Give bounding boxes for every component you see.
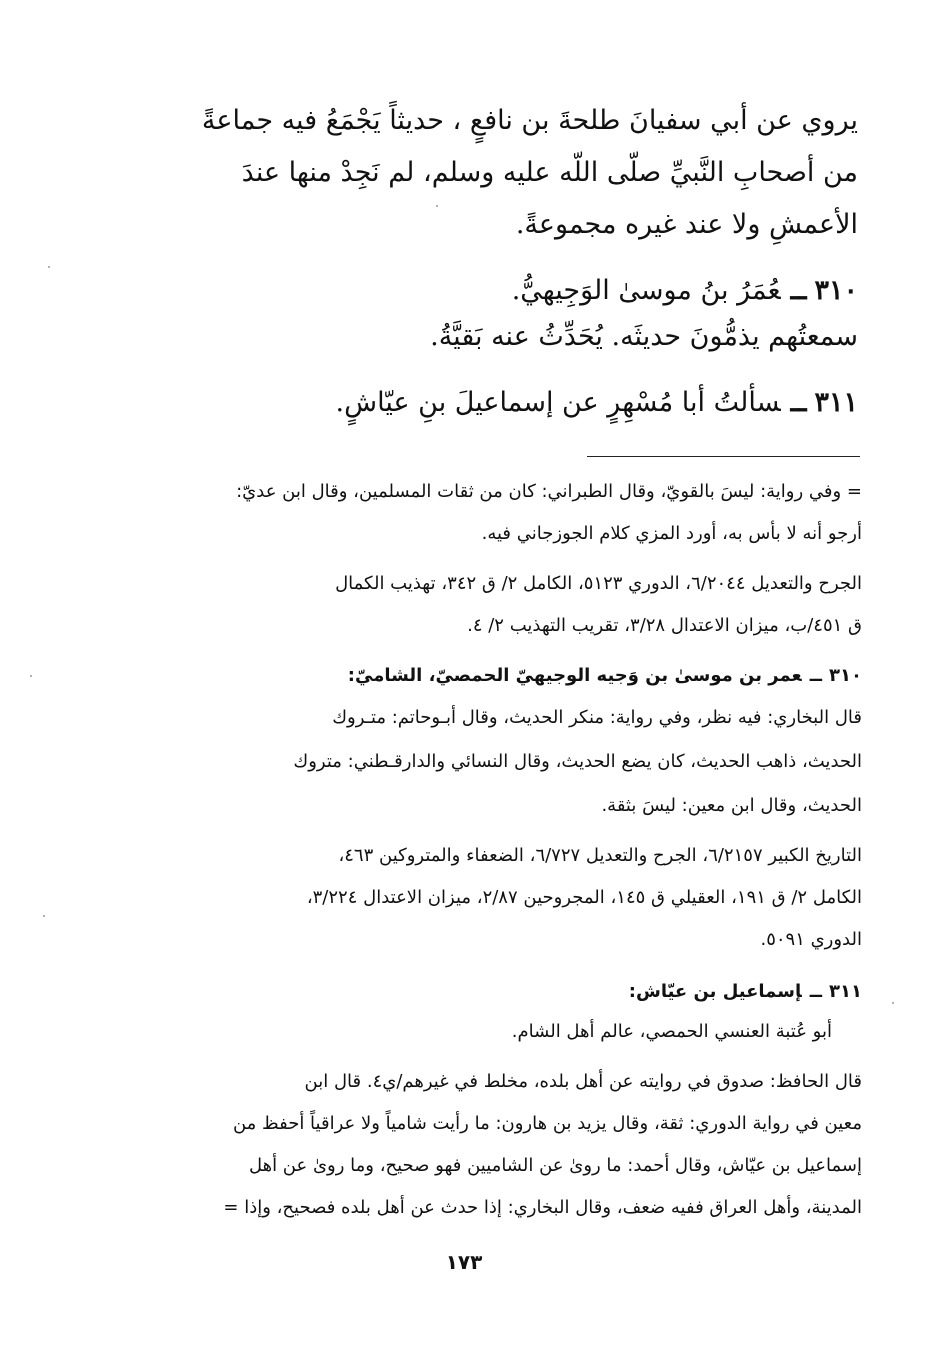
footnotes-block	[152, 476, 862, 1236]
footnote-310-references-line: التاريخ الكبير ٦/٢١٥٧، الجرح والتعديل ٦/٧٢٧، الضعفاء والمتروكين ٤٦٣،	[338, 845, 862, 866]
entry-310-number: ٣١٠	[814, 275, 858, 306]
footnote-310-references-line: الدوري ٥٠٩١.	[760, 929, 862, 950]
entry-310-text: سمعتُهم يذمُّونَ حديثَه. يُحَدِّثُ عنه بَقيَّةُ.	[430, 321, 858, 352]
footnote-310-number: ٣١٠	[829, 665, 862, 686]
footnote-continuation-line: = وفي رواية: ليسَ بالقويّ، وقال الطبراني: كان من ثقات المسلمين، وقال ابن عديّ:	[236, 481, 862, 502]
entry-311-dash: ــ	[790, 387, 807, 418]
footnote-references-line: ق ٤٥١/ب، ميزان الاعتدال ٣/٢٨، تقريب التهذيب ٢/ ٤.	[467, 615, 862, 636]
footnote-311-heading	[629, 976, 862, 1008]
footnote-310-line: الحديث، ذاهب الحديث، كان يضع الحديث، وقال النسائي والدارقـطني: متروك	[293, 751, 862, 772]
footnote-311-line: إسماعيل بن عيّاش، وقال أحمد: ما روىٰ عن الشاميين فهو صحيح، وما روىٰ عن أهل	[248, 1155, 862, 1176]
main-paragraph-line: الأعمشِ ولا عند غيره مجموعةً.	[515, 209, 858, 240]
footnote-311-number: ٣١١	[829, 981, 862, 1002]
footnote-divider	[587, 456, 860, 457]
footnote-311-line: معين في رواية الدوري: ثقة، وقال يزيد بن هارون: ما رأيت شامياً ولا عراقياً أحفظ من	[232, 1113, 862, 1134]
footnote-310-dash: ــ	[809, 665, 823, 686]
scan-speck	[48, 266, 50, 268]
entry-311-heading	[336, 378, 858, 427]
entry-311-title: سألتُ أبا مُسْهِرٍ عن إسماعيلَ بنِ عيّاشٍ.	[335, 387, 781, 418]
footnote-311-line: قال الحافظ: صدوق في روايته عن أهل بلده، مخلط في غيرهم/ي٤. قال ابن	[304, 1071, 862, 1092]
footnote-311-line: المدينة، وأهل العراق ففيه ضعف، وقال البخاري: إذا حدث عن أهل بلده فصحيح، وإذا =	[223, 1197, 862, 1218]
footnote-310-title: عمر بن موسىٰ بن وَجيه الوجيهيّ الحمصيّ، الشاميّ:	[347, 665, 802, 686]
entry-310-heading	[512, 266, 858, 315]
page-number: ١٧٣	[445, 1250, 483, 1274]
footnote-311-dash: ــ	[809, 981, 823, 1002]
main-paragraph-line: من أصحابِ النَّبيِّ صلّى اللّه عليه وسلم، لم نَجِدْ منها عندَ	[241, 157, 858, 188]
entry-310-dash: ــ	[790, 275, 807, 306]
footnote-310-line: الحديث، وقال ابن معين: ليسَ بثقة.	[601, 795, 862, 816]
main-text-block	[168, 96, 858, 426]
footnote-310-heading	[348, 660, 862, 692]
footnote-311-title: إسماعيل بن عيّاش:	[628, 981, 802, 1002]
entry-311-number: ٣١١	[814, 387, 858, 418]
scan-speck	[43, 915, 45, 917]
footnote-continuation-line: أرجو أنه لا بأس به، أورد المزي كلام الجوزجاني فيه.	[481, 523, 862, 544]
footnote-references-line: الجرح والتعديل ٦/٢٠٤٤، الدوري ٥١٢٣، الكامل ٢/ ق ٣٤٢، تهذيب الكمال	[335, 573, 862, 594]
footnote-310-references-line: الكامل ٢/ ق ١٩١، العقيلي ق ١٤٥، المجروحين ٢/٨٧، ميزان الاعتدال ٣/٢٢٤،	[306, 887, 862, 908]
footnote-311-subtitle: أبو عُتبة العنسي الحمصي، عالم أهل الشام.	[511, 1021, 832, 1042]
scan-speck	[436, 205, 438, 207]
main-paragraph-line: يروي عن أبي سفيانَ طلحةَ بن نافعٍ ، حديثاً يَجْمَعُ فيه جماعةً	[201, 105, 858, 136]
scan-speck	[30, 675, 32, 677]
footnote-310-line: قال البخاري: فيه نظر، وفي رواية: منكر الحديث، وقال أبـوحاتم: متـروك	[332, 707, 862, 728]
scan-speck	[892, 1002, 894, 1004]
entry-310-title: عُمَرُ بنُ موسىٰ الوَجِيهيُّ.	[511, 275, 781, 306]
